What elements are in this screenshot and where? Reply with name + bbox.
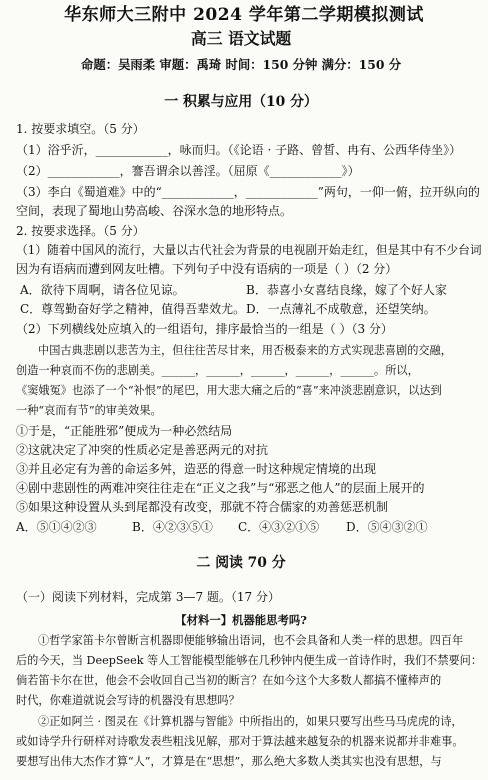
- material1-para2-line2: 或如诗学升行研样对诗歌发表些粗浅见解，那对于算法越来越复杂的机器来说都并非难事。: [16, 735, 464, 748]
- q2-2-sentence-3: ③并且必定有为善的命运多舛，造恶的得意一时这种规定情境的出现: [16, 462, 377, 476]
- q2-2-passage-2: 创造一种哀而不伤的悲剧美。______，______，______，______，______。所以，: [16, 364, 419, 377]
- material1-para1-line1: ①哲学家笛卡尔曾断言机器即便能够输出语词，也不会具备和人类一样的思想。四百年: [38, 634, 464, 647]
- material1-para1-line3: 倘若笛卡尔在世，他会不会收回自己当初的断言？在如今这个大多数人都搞不懂棒声的: [16, 674, 442, 687]
- question-1: 1. 按要求填空。（5 分）: [16, 122, 145, 136]
- q2-2-passage-3: 《窦娥冤》也添了一个“补恨”的尾巴，用大悲大痛之后的“喜”来冲淡悲剧意识，以达到: [16, 384, 442, 397]
- material1-para1-line2: 后的今天，当 DeepSeek 等人工智能模型能够在几秒钟内便生成一首诗作时，我们不禁要问：: [16, 654, 483, 667]
- q2-2-option-d: D．⑤④③②①: [346, 520, 428, 534]
- material1-para2-line1: ②正如阿兰 · 图灵在《计算机器与智能》中所指出的，如果只要写出些马马虎虎的诗，: [38, 715, 463, 728]
- material1-para2-line3: 要想写出伟大杰作才算“人”，才算是在“思想”，那么绝大多数人类其实也没有思想，与: [16, 755, 442, 768]
- q2-2-option-a: A．⑤①④②③: [16, 520, 97, 534]
- q2-2-passage-4: 一种“哀而有节”的审美效果。: [16, 404, 162, 417]
- q2-1-option-c: C．尊驾勤奋好学之精神，值得吾辈效尤。: [20, 302, 246, 316]
- q2-2-stem: （2）下列横线处应填入的一组语句，排序最恰当的一组是（ ）（3 分）: [16, 322, 393, 336]
- q2-2-passage-1: 中国古典悲剧以悲苦为主，但往往苦尽甘来，用否极泰来的方式实现悲喜剧的交融，: [38, 344, 452, 357]
- q2-1-stem: （1）随着中国风的流行，大量以古代社会为背景的电视剧开始走红，但是其中有不少台词: [16, 243, 482, 257]
- school-title: 华东师大三附中 2024 学年第二学期模拟测试: [64, 5, 424, 25]
- q2-2-option-b: B．④②③⑤①: [132, 520, 213, 534]
- section2-heading: 二 阅读 70 分: [196, 555, 286, 571]
- q2-1-option-a: A．欲待下周啊，请各位见谅。: [20, 283, 185, 297]
- q2-2-sentence-1: ①于是，“正能胜邪”便成为一种必然结局: [16, 424, 233, 438]
- q1-blank-3-cont: 空间，表现了蜀地山势高峻、谷深水急的地形特点。: [16, 204, 293, 218]
- q2-2-option-c: C．④③②①⑤: [238, 520, 320, 534]
- q2-1-option-d: D．一点薄礼不成敬意，还望笑纳。: [246, 302, 436, 316]
- q1-blank-1: （1）浴乎沂，____________，咏而归。（《论语 · 子路、曾皙、冉有、公西华侍坐》）: [16, 143, 462, 157]
- material1-title: 【材料一】机器能思考吗?: [175, 613, 307, 627]
- q2-2-sentence-2: ②这就决定了冲突的性质必定是善恶两元的对抗: [16, 443, 269, 457]
- material1-para1-line4: 时代，你难道就说会写诗的机器没有思想吗？: [16, 694, 240, 707]
- q2-1-stem-cont: 因为有语病而遭到网友吐槽。下列句子中没有语病的一项是（ ）（2 分）: [16, 262, 398, 276]
- exam-title: 高三 语文试题: [190, 29, 292, 48]
- q2-1-option-b: B．恭喜小女喜结良缘，嫁了个好人家: [246, 283, 447, 297]
- q2-2-sentence-4: ④剧中悲剧性的两难冲突往往走在“正义之我”与“邪恶之他人”的层面上展开的: [16, 481, 425, 495]
- exam-meta: 命题：吴雨柔 审题：禹琦 时间：150 分钟 满分：150 分: [81, 57, 402, 72]
- question-2: 2. 按要求选择。（5 分）: [16, 224, 145, 238]
- reading-part1-heading: （一）阅读下列材料，完成第 3—7 题。（17 分）: [16, 590, 280, 604]
- q2-2-sentence-5: ⑤如果这种设置从头到尾都没有改变，那就不符合儒家的劝善惩恶机制: [16, 500, 389, 514]
- section1-heading: 一 积累与应用（10 分）: [164, 94, 318, 110]
- q1-blank-2: （2）____________，謇吾谓余以善淫。（屈原《____________》）: [16, 164, 360, 178]
- q1-blank-3: （3）李白《蜀道难》中的“____________，____________”两句，一仰一俯，拉开纵向的: [16, 185, 480, 199]
